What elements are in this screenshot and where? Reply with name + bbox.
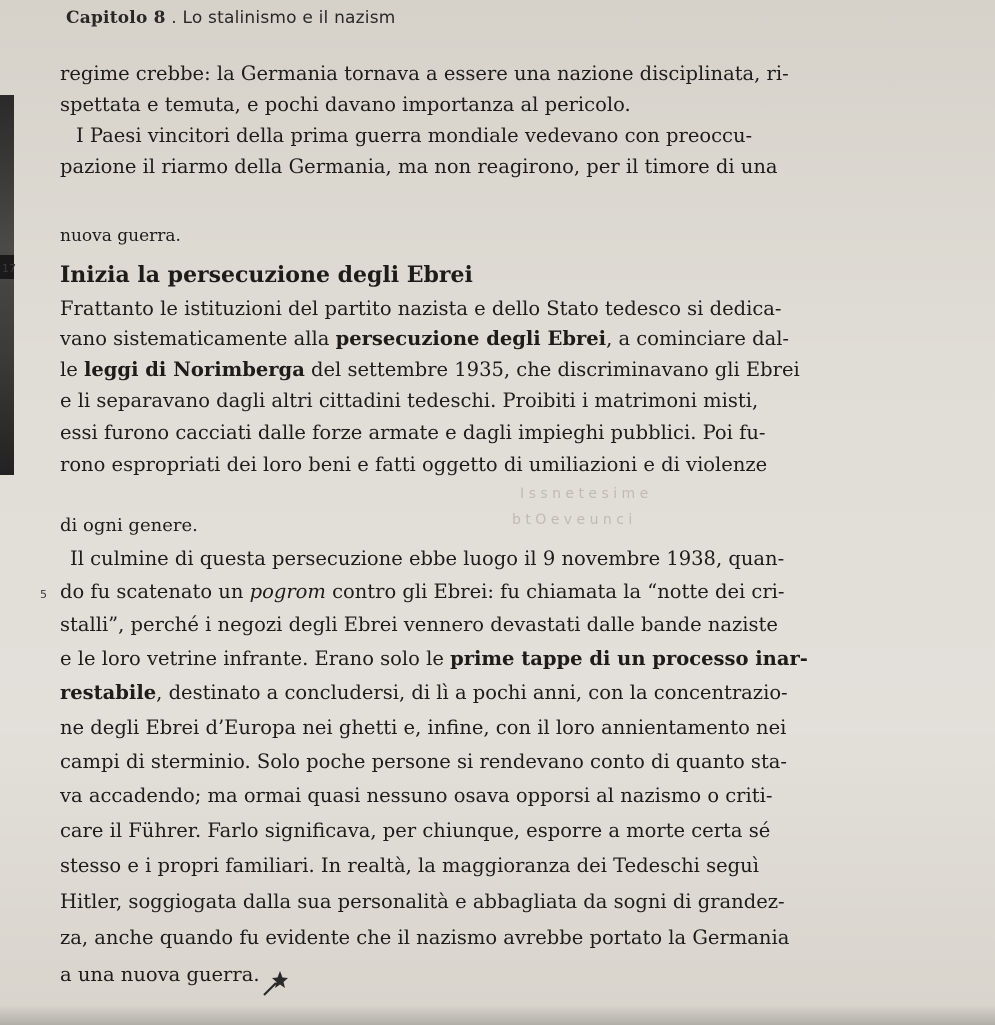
page-bottom-shadow: [0, 1005, 995, 1025]
page-edge-strip: [0, 95, 14, 475]
section-heading: Inizia la persecuzione degli Ebrei: [60, 262, 473, 288]
text-line: [60, 327, 789, 351]
text-line: va accadendo; ma ormai quasi nessuno osava opporsi al nazismo o criti-: [60, 784, 773, 807]
text-line: care il Führer. Farlo significava, per chiunque, esporre a morte certa sé: [60, 819, 771, 842]
bold-term: restabile: [60, 681, 157, 704]
text-line: stesso e i propri familiari. In realtà, la maggioranza dei Tedeschi seguì: [60, 854, 759, 877]
chapter-separator: .: [171, 8, 177, 28]
text-line: ne degli Ebrei d’Europa nei ghetti e, infine, con il loro annientamento nei: [60, 716, 787, 739]
text-run: le: [60, 358, 84, 381]
bold-term: prime tappe di un processo inar-: [450, 647, 808, 670]
pin-star-icon: [262, 970, 288, 996]
text-line: za, anche quando fu evidente che il nazismo avrebbe portato la Germania: [60, 926, 790, 949]
text-line: Il culmine di questa persecuzione ebbe luogo il 9 novembre 1938, quan-: [70, 547, 785, 570]
text-line: campi di sterminio. Solo poche persone si rendevano conto di quanto sta-: [60, 750, 787, 773]
text-run: , destinato a concludersi, di lì a pochi anni, con la concentrazio-: [156, 681, 788, 704]
text-line: a una nuova guerra.: [60, 963, 260, 986]
margin-mark: 17: [2, 262, 16, 275]
text-line: e li separavano dagli altri cittadini tedeschi. Proibiti i matrimoni misti,: [60, 389, 759, 412]
line-number-mark: 5: [40, 588, 47, 601]
text-line: [60, 647, 808, 671]
text-run: contro gli Ebrei: fu chiamata la “notte dei cri-: [325, 580, 785, 603]
text-line: regime crebbe: la Germania tornava a essere una nazione disciplinata, ri-: [60, 62, 789, 85]
text-line: [60, 580, 785, 604]
text-line: [60, 358, 800, 382]
bold-term: persecuzione degli Ebrei: [335, 327, 607, 350]
text-line: stalli”, perché i negozi degli Ebrei vennero devastati dalle bande naziste: [60, 613, 778, 636]
text-run: vano sistematicamente alla: [60, 327, 336, 350]
text-run: , a cominciare dal-: [606, 327, 790, 350]
bold-term: leggi di Norimberga: [83, 358, 305, 381]
text-line: pazione il riarmo della Germania, ma non reagirono, per il timore di una: [60, 155, 778, 178]
italic-term: pogrom: [249, 580, 326, 603]
text-line: [60, 681, 788, 705]
text-line: Hitler, soggiogata dalla sua personalità e abbagliata da sogni di grandez-: [60, 890, 785, 913]
text-run: do fu scatenato un: [60, 580, 250, 603]
show-through-text: I s s n e t e s i m e: [520, 486, 649, 502]
chapter-label: Capitolo 8: [66, 8, 166, 28]
text-line: di ogni genere.: [60, 515, 198, 536]
text-run: del settembre 1935, che discriminavano gli Ebrei: [304, 358, 800, 381]
chapter-title: Lo stalinismo e il nazism: [182, 8, 396, 28]
text-line: spettata e temuta, e pochi davano importanza al pericolo.: [60, 93, 631, 116]
text-line: rono espropriati dei loro beni e fatti oggetto di umiliazioni e di violenze: [60, 453, 768, 476]
text-line: nuova guerra.: [60, 226, 181, 246]
show-through-text: b t O e v e u n c i: [512, 512, 633, 528]
running-head: [66, 8, 396, 28]
text-line: essi furono cacciati dalle forze armate e dagli impieghi pubblici. Poi fu-: [60, 421, 766, 444]
text-line: Frattanto le istituzioni del partito nazista e dello Stato tedesco si dedica-: [60, 297, 782, 320]
text-line: I Paesi vincitori della prima guerra mondiale vedevano con preoccu-: [76, 124, 753, 147]
text-run: e le loro vetrine infrante. Erano solo le: [60, 647, 451, 670]
